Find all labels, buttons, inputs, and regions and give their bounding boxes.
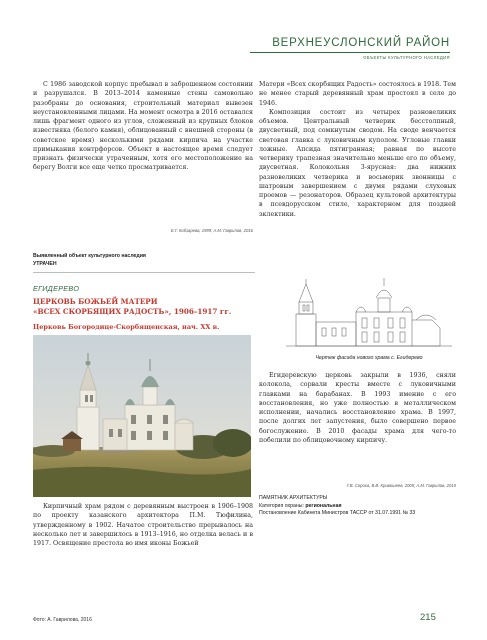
paragraph: Кирпичный храм рядом с деревянным выстроен в 1906–1908 по проекту казанского архитектора П.М. Тюфилина, утвержденному в 1902. Начатое строительство прерывалось на несколько лет и завершилось в 1913–1916, но отделка велась и в 1917. Освящение престола во имя иконы Божьей [33, 503, 253, 547]
paragraph: Композиция состоит из четырех разновеликих объемов. Центральный четверик бесстолпный, двусветный, под сомкнутым сводом. На своде венчается световая главка с луковичным куполом. Угловые главки ложные. Апсида пятигранная; равная по высоте четверику трапезная значительно меньше его по объему, двусветная. Колокольня 3-ярусная: два нижних разновеликих четверика и восьмерик звонницы с шатровым завершением с двумя рядами слуховых проемов — резонаторов. Образец культовой архитектуры в псевдорусском стиле, характерном для поздней эклектики. [259, 108, 456, 218]
left-bottom-column [33, 502, 253, 548]
right-bottom-credit: Г.В. Сорока, В.В. Кривошеев, 2005; А.М. Гаврилов, 2015 [346, 483, 456, 488]
lost-object-caption [33, 252, 146, 268]
photo-credit: Фото: А. Гаврилова, 2016 [33, 617, 92, 623]
paragraph: Егидеревскую церковь закрыли в 1936, сняли колокола, сорвали кресты вместе с луковичными главками на барабанах. В 1993 имение с его восстановления, но уже полностью в металлическом исполнении, начались восстановление храма. В 1997, после долгих лет запустения, было совершено первое богослужение. В 2010 фасады храма для чего-то побелили по облицовочному кирпичу. [259, 372, 456, 444]
left-top-column [33, 80, 253, 173]
left-top-credit: Е.Г. Кобзарева, 1999; А.М. Гаврилов, 2016 [170, 228, 253, 233]
facade-drawing [282, 278, 456, 348]
protection-category [259, 503, 415, 511]
church-title-line: ЦЕРКОВЬ БОЖЬЕЙ МАТЕРИ [33, 297, 158, 306]
church-photo [33, 335, 251, 497]
paragraph: Матери «Всех скорбящих Радость» состоялось в 1918. Тем не менее старый деревянный храм простоял в селе до 1946. [259, 81, 456, 107]
section-title: ВЕРХНЕУСЛОНСКИЙ РАЙОН [272, 37, 450, 49]
right-top-column [259, 80, 456, 219]
paragraph: С 1986 заводской корпус пребывал в заброшенном состоянии и разрушался. В 2013–2014 каменные стены самовольно разобраны до основания, строительный материал вывезен неустановленными лицами. На момент осмотра в 2016 оставался лишь фрагмент одного из углов, сложенный из крупных блоков известняка (белого камня), облицованный с внешней стороны (в советское время) несколькими рядами кирпича на участке примыкания контрфорсов. Объект в настоящее время следует признать физически утраченным, хотя его местоположение на берегу Волги все еще четко просматривается. [33, 81, 253, 172]
page-number: 215 [420, 612, 436, 623]
lost-object-label: Выявленный объект культурного наследия [33, 253, 146, 259]
church-title-line: «ВСЕХ СКОРБЯЩИХ РАДОСТЬ», 1906–1917 гг. [33, 306, 232, 316]
village-name: ЕГИДЕРЕВО [33, 284, 80, 293]
decree-reference: Постановление Кабинета Министров ТАССР от 31.07.1991 № 33 [259, 510, 416, 517]
church-subtitle: Церковь Богородице-Скорбященская, нач. XX в. [33, 323, 220, 331]
lost-object-status: УТРАЧЕН [33, 261, 57, 267]
drawing-caption: Чертеж фасада нового храма с. Егидерево [315, 355, 423, 361]
church-title [33, 297, 273, 316]
monument-type: ПАМЯТНИК АРХИТЕКТУРЫ [259, 495, 328, 501]
protection-category-label: Категория охраны: [259, 502, 306, 509]
section-subtitle: ОБЪЕКТЫ КУЛЬТУРНОГО НАСЛЕДИЯ [363, 55, 450, 60]
right-bottom-column [259, 371, 456, 445]
protection-category-value: региональная [305, 502, 342, 509]
header-divider [250, 52, 450, 53]
monument-info [259, 495, 415, 518]
section-divider [33, 272, 255, 273]
